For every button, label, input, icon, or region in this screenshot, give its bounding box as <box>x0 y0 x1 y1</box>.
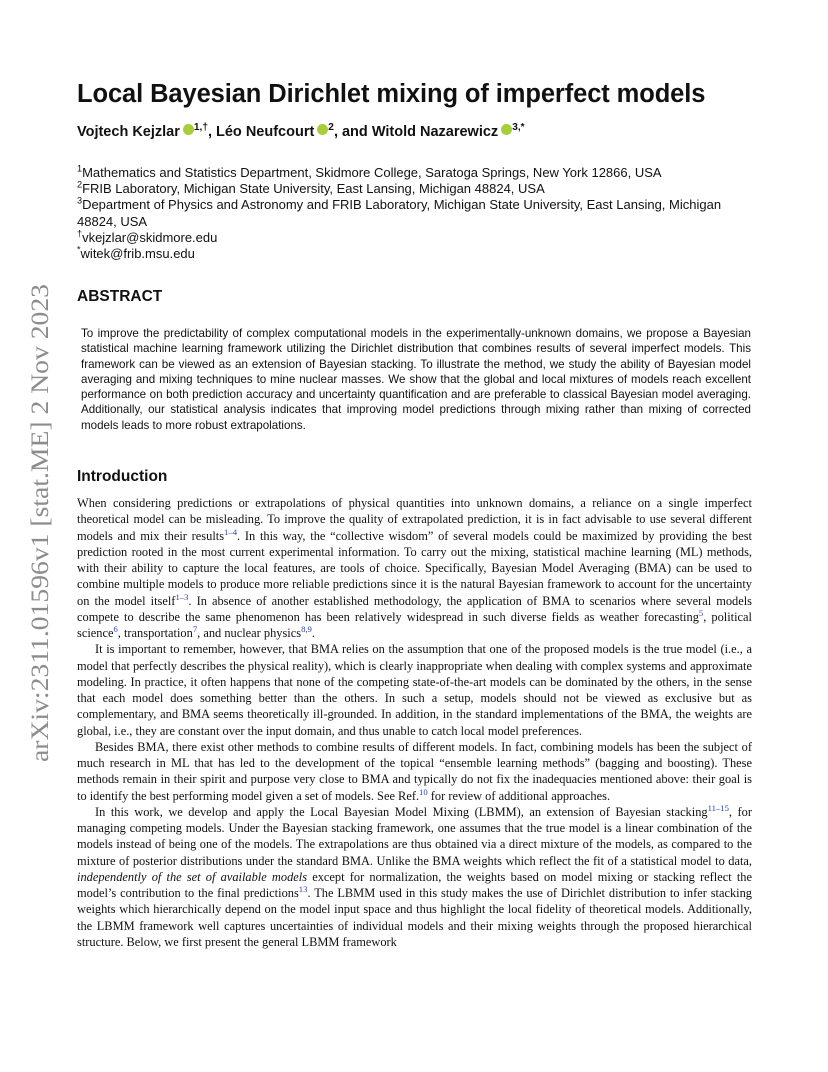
affiliation-line <box>77 165 757 181</box>
text-run: , and nuclear physics <box>197 626 302 640</box>
affiliation-text[interactable]: vkejzlar@skidmore.edu <box>82 229 218 245</box>
affiliation-text[interactable]: witek@frib.msu.edu <box>80 246 195 262</box>
author-separator: , and <box>333 124 372 140</box>
affiliation-mark: 2 <box>77 179 83 190</box>
text-run: . <box>311 626 315 640</box>
text-run: Besides BMA, there exist other methods to combine results of different models. In fact, combining models has been the subject of much research in ML that has led to the development of the topical “ensemble learning methods” (bagging and boosting). These methods remain in their spirit and purpose very close to BMA and typically do not fix the inadequacies mentioned above: their goal is to identify the best performing model given a set of models. See Ref. <box>77 739 752 803</box>
author-name: Léo Neufcourt <box>216 124 315 140</box>
affiliation-line <box>77 246 757 262</box>
text-run: , political science <box>77 609 752 640</box>
orcid-icon[interactable] <box>501 124 512 135</box>
orcid-icon[interactable] <box>317 124 328 135</box>
citation-link[interactable]: 6 <box>113 623 118 634</box>
text-run: , for managing competing models. Under the Bayesian stacking framework, one assumes that the true model is a linear combination of the models instead of being one of the models. The extrapolations are thus obtained via a direct mixture of the models, as compared to the mixture of posterior distributions under the standard BMA. Unlike the BMA weights which reflect the fit of a statistical model to data, <box>77 804 752 868</box>
text-run: In this work, we develop and apply the Local Bayesian Model Mixing (LBMM), an extension of Bayesian stacking <box>95 804 708 819</box>
text-run: . In this way, the “collective wisdom” of several models could be maximized by providing the best prediction rooted in the most current experimental information. To carry out the mixing, statistical machine learning (ML) methods, with their ability to capture the local features, are tools of choice. Specifically, Bayesian Model Averaging (BMA) can be used to combine multiple models to produce more reliable predictions since it is the natural Bayesian framework to account for the uncertainty on the model itself <box>77 528 753 608</box>
orcid-icon[interactable] <box>183 124 194 135</box>
introduction-heading: Introduction <box>77 468 168 485</box>
affiliation-line <box>77 197 757 229</box>
citation-link[interactable]: 8,9 <box>301 623 312 634</box>
affiliation-text: Department of Physics and Astronomy and FRIB Laboratory, Michigan State University, East Lansing, Michigan 48824, USA <box>77 197 722 229</box>
author-name: Witold Nazarewicz <box>371 124 499 140</box>
arxiv-sidebar-stamp <box>18 282 58 762</box>
citation-link[interactable]: 1–4 <box>224 526 238 537</box>
author-separator: , <box>207 124 217 140</box>
affiliation-text: FRIB Laboratory, Michigan State University, East Lansing, Michigan 48824, USA <box>82 181 545 197</box>
paper-title: Local Bayesian Dirichlet mixing of imperfect models <box>77 80 706 108</box>
citation-link[interactable]: 7 <box>192 623 198 634</box>
affiliation-line <box>77 230 757 246</box>
abstract-text: To improve the predictability of complex computational models in the experimentally-unknown domains, we propose a Bayesian statistical machine learning framework utilizing the Dirichlet distribution that combines results of several imperfect models. This framework can be viewed as an extension of Bayesian stacking. To illustrate the method, we study the ability of Bayesian model averaging and mixing techniques to mine nuclear masses. We show that the global and local mixtures of models reach excellent performance on both prediction accuracy and uncertainty quantification and are preferable to classical Bayesian model averaging. Additionally, our statistical analysis indicates that improving model predictions through mixing rather than mixing of corrected models leads to more robust extrapolations. <box>81 327 751 432</box>
text-run: , transportation <box>117 626 193 640</box>
citation-link[interactable]: 13 <box>298 883 308 894</box>
intro-paragraph <box>77 739 752 804</box>
abstract-heading: ABSTRACT <box>77 288 163 305</box>
text-run: . In absence of another established methodology, the application of BMA to scenarios where several models compete to describe the same phenomenon has been relatively widespread in such diverse fields as weather forecasting <box>77 593 752 624</box>
affiliation-text: Mathematics and Statistics Department, Skidmore College, Saratoga Springs, New York 12866, USA <box>82 165 662 180</box>
author-list <box>77 124 525 140</box>
introduction-body <box>77 495 752 950</box>
emphasis-run: independently of the set of available models <box>77 869 308 884</box>
text-run: except for normalization, the weights based on model mixing or stacking reflect the model’s contribution to the final predictions <box>77 869 752 900</box>
text-run: It is important to remember, however, that BMA relies on the assumption that one of the proposed models is the true model (i.e., a model that perfectly describes the physical reality), which is clearly inappropriate when dealing with complex systems and approximate modeling. In practice, it often happens that none of the competing state-of-the-art models can be dominated by the others, in the sense that each model does something better than the others. In such a setup, models should not be viewed as exclusive but as complementary, and BMA seems theoretically ill-grounded. In addition, in the standard implementations of the BMA, the weights are global, i.e., they are constant over the input domain, and thus unable to catch local model preferences. <box>77 642 752 738</box>
citation-link[interactable]: 11–15 <box>707 802 729 813</box>
affiliation-mark: * <box>77 244 81 255</box>
text-run: . The LBMM used in this study makes the use of Dirichlet distribution to infer stacking weights which hierarchically depend on the model input space and thus highlight the local fidelity of theoretical models. Additionally, the LBMM framework well captures uncertainties of individual models and their mixing weights through the proposed hierarchical structure. Below, we first present the general LBMM framework <box>77 886 752 949</box>
author-name: Vojtech Kejzlar <box>77 124 180 140</box>
affiliation-mark: 3 <box>77 196 83 207</box>
affiliation-mark: 1 <box>77 163 83 174</box>
text-run: for review of additional approaches. <box>427 788 611 803</box>
citation-link[interactable]: 1–3 <box>175 591 189 602</box>
author-affiliation-mark: 3,* <box>512 122 525 134</box>
citation-link[interactable]: 5 <box>698 607 704 618</box>
affiliation-mark: † <box>77 228 83 239</box>
intro-paragraph <box>77 641 752 739</box>
affiliation-line <box>77 181 757 197</box>
author-affiliation-mark: 1,† <box>193 122 208 134</box>
intro-paragraph <box>77 804 752 950</box>
author-affiliation-mark: 2 <box>328 122 334 134</box>
text-run: When considering predictions or extrapolations of physical quantities into unknown domains, a reliance on a single imperfect theoretical model can be misleading. To improve the quality of extrapolated prediction, it is in fact advisable to use several different models and mix their results <box>77 496 752 543</box>
arxiv-stamp-text: arXiv:2311.01596v1 [stat.ME] 2 Nov 2023 <box>25 320 54 762</box>
affiliations <box>77 165 757 262</box>
intro-paragraph <box>77 495 752 641</box>
citation-link[interactable]: 10 <box>419 786 428 797</box>
